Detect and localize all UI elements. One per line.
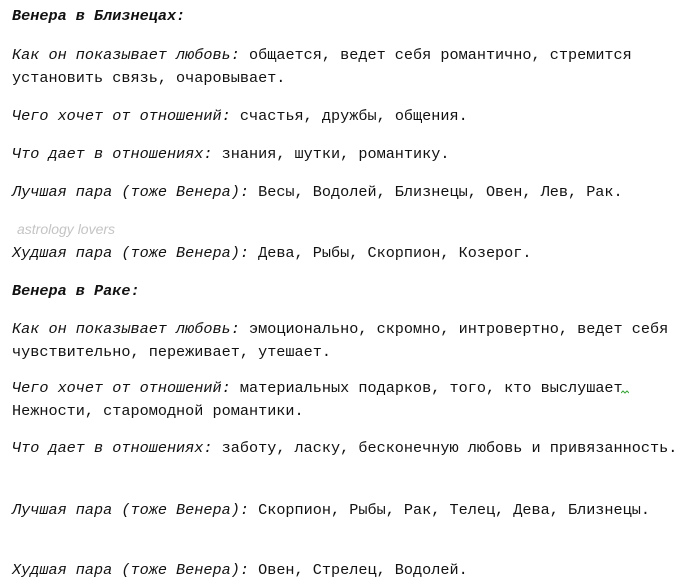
item-text: Скорпион, Рыбы, Рак, Телец, Дева, Близнецы. xyxy=(258,501,650,519)
item-label: Худшая пара (тоже Венера): xyxy=(12,244,249,262)
item-text: Дева, Рыбы, Скорпион, Козерог. xyxy=(258,244,532,262)
gemini-best-match xyxy=(12,181,685,204)
item-text: заботу, ласку, бесконечную любовь и привязанность. xyxy=(221,439,678,457)
spellcheck-squiggle xyxy=(621,390,629,394)
item-label: Лучшая пара (тоже Венера): xyxy=(12,501,249,519)
item-text: Овен, Стрелец, Водолей. xyxy=(258,561,468,579)
gemini-gives-in-relationship xyxy=(12,143,685,166)
item-text: счастья, дружбы, общения. xyxy=(239,107,468,125)
item-label: Худшая пара (тоже Венера): xyxy=(12,561,249,579)
cancer-wants-from-relationship xyxy=(12,377,685,423)
cancer-how-shows-love xyxy=(12,318,685,364)
item-text: эмоционально, скромно, интровертно, ведет себя чувствительно, переживает, утешает. xyxy=(12,320,669,361)
gemini-worst-match xyxy=(12,242,685,265)
item-label: Лучшая пара (тоже Венера): xyxy=(12,183,249,201)
item-text: Весы, Водолей, Близнецы, Овен, Лев, Рак. xyxy=(258,183,623,201)
cancer-gives-in-relationship xyxy=(12,437,685,460)
item-label: Чего хочет от отношений: xyxy=(12,107,231,125)
item-text: Нежности, старомодной романтики. xyxy=(12,402,304,420)
item-label: Чего хочет от отношений: xyxy=(12,379,231,397)
item-label: Как он показывает любовь: xyxy=(12,320,240,338)
item-text: материальных подарков, того, кто выслушает xyxy=(239,379,623,397)
watermark-text: astrology lovers xyxy=(17,221,116,237)
item-label: Как он показывает любовь: xyxy=(12,46,240,64)
cancer-best-match xyxy=(12,499,685,522)
item-label: Что дает в отношениях: xyxy=(12,439,213,457)
item-label: Что дает в отношениях: xyxy=(12,145,213,163)
cancer-worst-match xyxy=(12,559,685,582)
gemini-wants-from-relationship xyxy=(12,105,685,128)
item-text: знания, шутки, романтику. xyxy=(221,145,450,163)
item-text: общается, ведет себя романтично, стремится установить связь, очаровывает. xyxy=(12,46,632,87)
gemini-how-shows-love xyxy=(12,44,685,90)
section-title-venus-gemini: Венера в Близнецах: xyxy=(12,7,186,25)
section-title-venus-cancer: Венера в Раке: xyxy=(12,282,140,300)
